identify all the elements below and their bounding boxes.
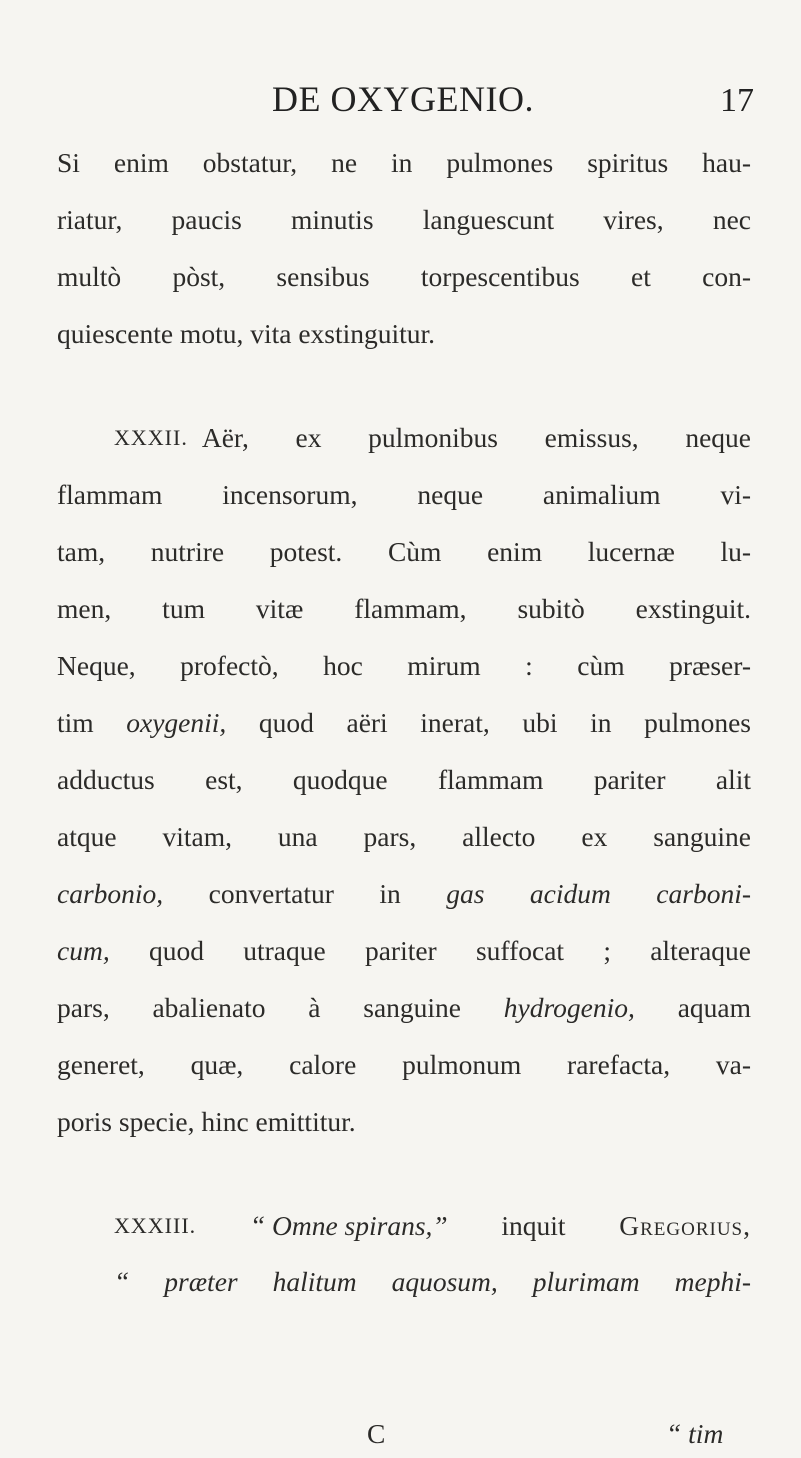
text-segment: quod aëri inerat, ubi in pulmones <box>258 707 752 738</box>
text-segment: aquam <box>677 992 752 1023</box>
text-line: poris specie, hinc emittitur. <box>57 1106 356 1137</box>
text-line <box>57 933 751 969</box>
running-head <box>0 78 801 128</box>
text-segment: quod utraque pariter suffocat ; alteraque <box>148 935 751 966</box>
text-segment: convertatur in <box>208 878 401 909</box>
signature-mark: C <box>367 1418 386 1449</box>
text-segment: Aër, ex pulmonibus emissus, neque <box>201 422 751 453</box>
running-title: DE OXYGENIO. <box>272 79 534 119</box>
italic-term: oxygenii, <box>126 707 227 738</box>
author-name: Gregorius, <box>619 1210 751 1241</box>
text-line: tam, nutrire potest. Cùm enim lucernæ lu- <box>57 536 751 567</box>
text-line: Neque, profectò, hoc mirum : cùm præser- <box>57 650 751 681</box>
text-line <box>114 1208 751 1244</box>
text-segment: tim <box>57 707 94 738</box>
section-number: XXXII. <box>114 425 188 450</box>
text-line <box>57 990 751 1026</box>
italic-term: gas acidum carboni- <box>446 878 751 909</box>
italic-term: hydrogenio, <box>503 992 635 1023</box>
text-line: multò pòst, sensibus torpescentibus et con- <box>57 261 751 292</box>
page-number: 17 <box>720 82 754 119</box>
text-line: atque vitam, una pars, allecto ex sanguine <box>57 821 751 852</box>
text-line: adductus est, quodque flammam pariter alit <box>57 764 751 795</box>
text-line: riatur, paucis minutis languescunt vires, nec <box>57 204 751 235</box>
text-segment: inquit <box>501 1210 566 1241</box>
footer-line <box>0 1418 801 1458</box>
text-line <box>57 876 751 912</box>
text-line <box>57 705 751 741</box>
text-line <box>114 420 751 456</box>
catchword: “ tim <box>666 1418 724 1449</box>
text-segment: pars, abalienato à sanguine <box>57 992 461 1023</box>
section-number: XXXIII. <box>114 1213 197 1238</box>
italic-term: cum, <box>57 935 110 966</box>
text-line: men, tum vitæ flammam, subitò exstinguit. <box>57 593 751 624</box>
text-line: Si enim obstatur, ne in pulmones spiritus hau- <box>57 147 751 178</box>
italic-term: carbonio, <box>57 878 164 909</box>
text-line: quiescente motu, vita exstinguitur. <box>57 318 436 349</box>
text-line: “ præter halitum aquosum, plurimam mephi- <box>114 1266 751 1297</box>
text-line: generet, quæ, calore pulmonum rarefacta, va- <box>57 1049 751 1080</box>
text-line: flammam incensorum, neque animalium vi- <box>57 479 751 510</box>
italic-quote: “ Omne spirans,” <box>249 1210 448 1241</box>
